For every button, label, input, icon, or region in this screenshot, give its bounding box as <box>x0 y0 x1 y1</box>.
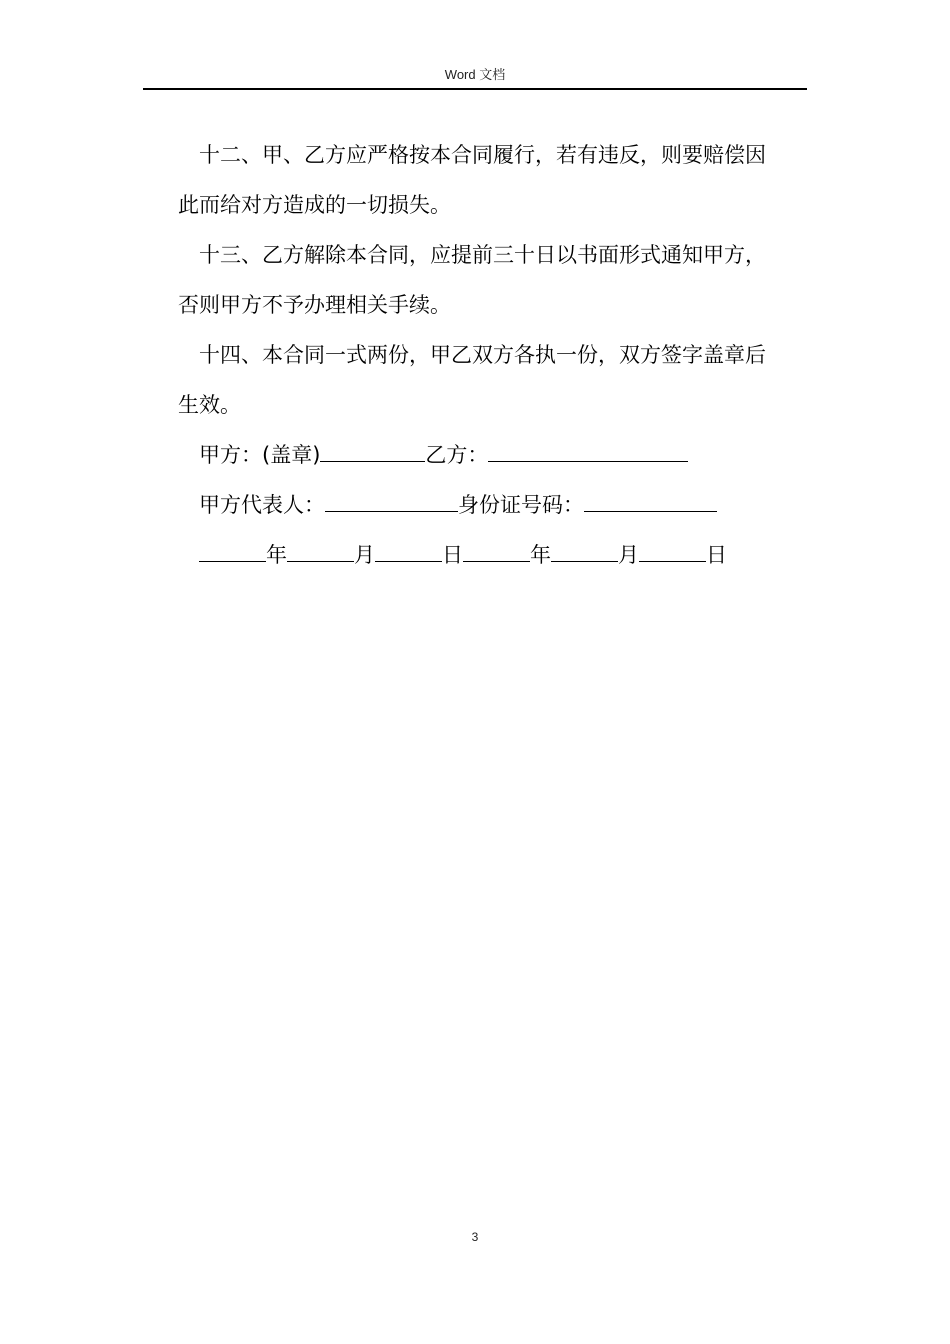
clause-14-line-2: 生效。 <box>178 393 241 417</box>
day-blank-b[interactable] <box>639 544 706 562</box>
month-label-b: 月 <box>618 543 639 567</box>
signature-rep-line <box>178 480 806 530</box>
day-blank-a[interactable] <box>375 544 442 562</box>
clause-14-line-1: 十四、本合同一式两份，甲乙双方各执一份，双方签字盖章后 <box>199 343 766 367</box>
signature-parties-line <box>178 430 806 480</box>
clause-12-line-2: 此而给对方造成的一切损失。 <box>178 193 451 217</box>
month-blank-a[interactable] <box>287 544 354 562</box>
document-body <box>178 130 806 580</box>
day-label-a: 日 <box>442 543 463 567</box>
party-a-label: 甲方：(盖章) <box>199 443 321 467</box>
month-label-a: 月 <box>354 543 375 567</box>
year-label-a: 年 <box>266 543 287 567</box>
party-b-blank[interactable] <box>488 444 688 462</box>
party-b-label: 乙方： <box>425 443 489 467</box>
header-title: Word 文档 <box>444 67 506 82</box>
year-blank-b[interactable] <box>463 544 530 562</box>
party-a-blank[interactable] <box>320 444 425 462</box>
year-blank-a[interactable] <box>199 544 266 562</box>
day-label-b: 日 <box>706 543 727 567</box>
rep-blank[interactable] <box>325 494 458 512</box>
year-label-b: 年 <box>530 543 551 567</box>
clause-13-line-2: 否则甲方不予办理相关手续。 <box>178 293 451 317</box>
rep-label: 甲方代表人： <box>199 493 325 517</box>
page-header <box>143 66 807 90</box>
signature-date-line <box>178 530 806 580</box>
clause-12-line-1: 十二、甲、乙方应严格按本合同履行，若有违反，则要赔偿因 <box>199 143 766 167</box>
id-number-blank[interactable] <box>584 494 717 512</box>
id-label: 身份证号码： <box>458 493 584 517</box>
clause-13-line-1: 十三、乙方解除本合同，应提前三十日以书面形式通知甲方， <box>199 243 766 267</box>
month-blank-b[interactable] <box>551 544 618 562</box>
page-number: 3 <box>471 1230 479 1244</box>
